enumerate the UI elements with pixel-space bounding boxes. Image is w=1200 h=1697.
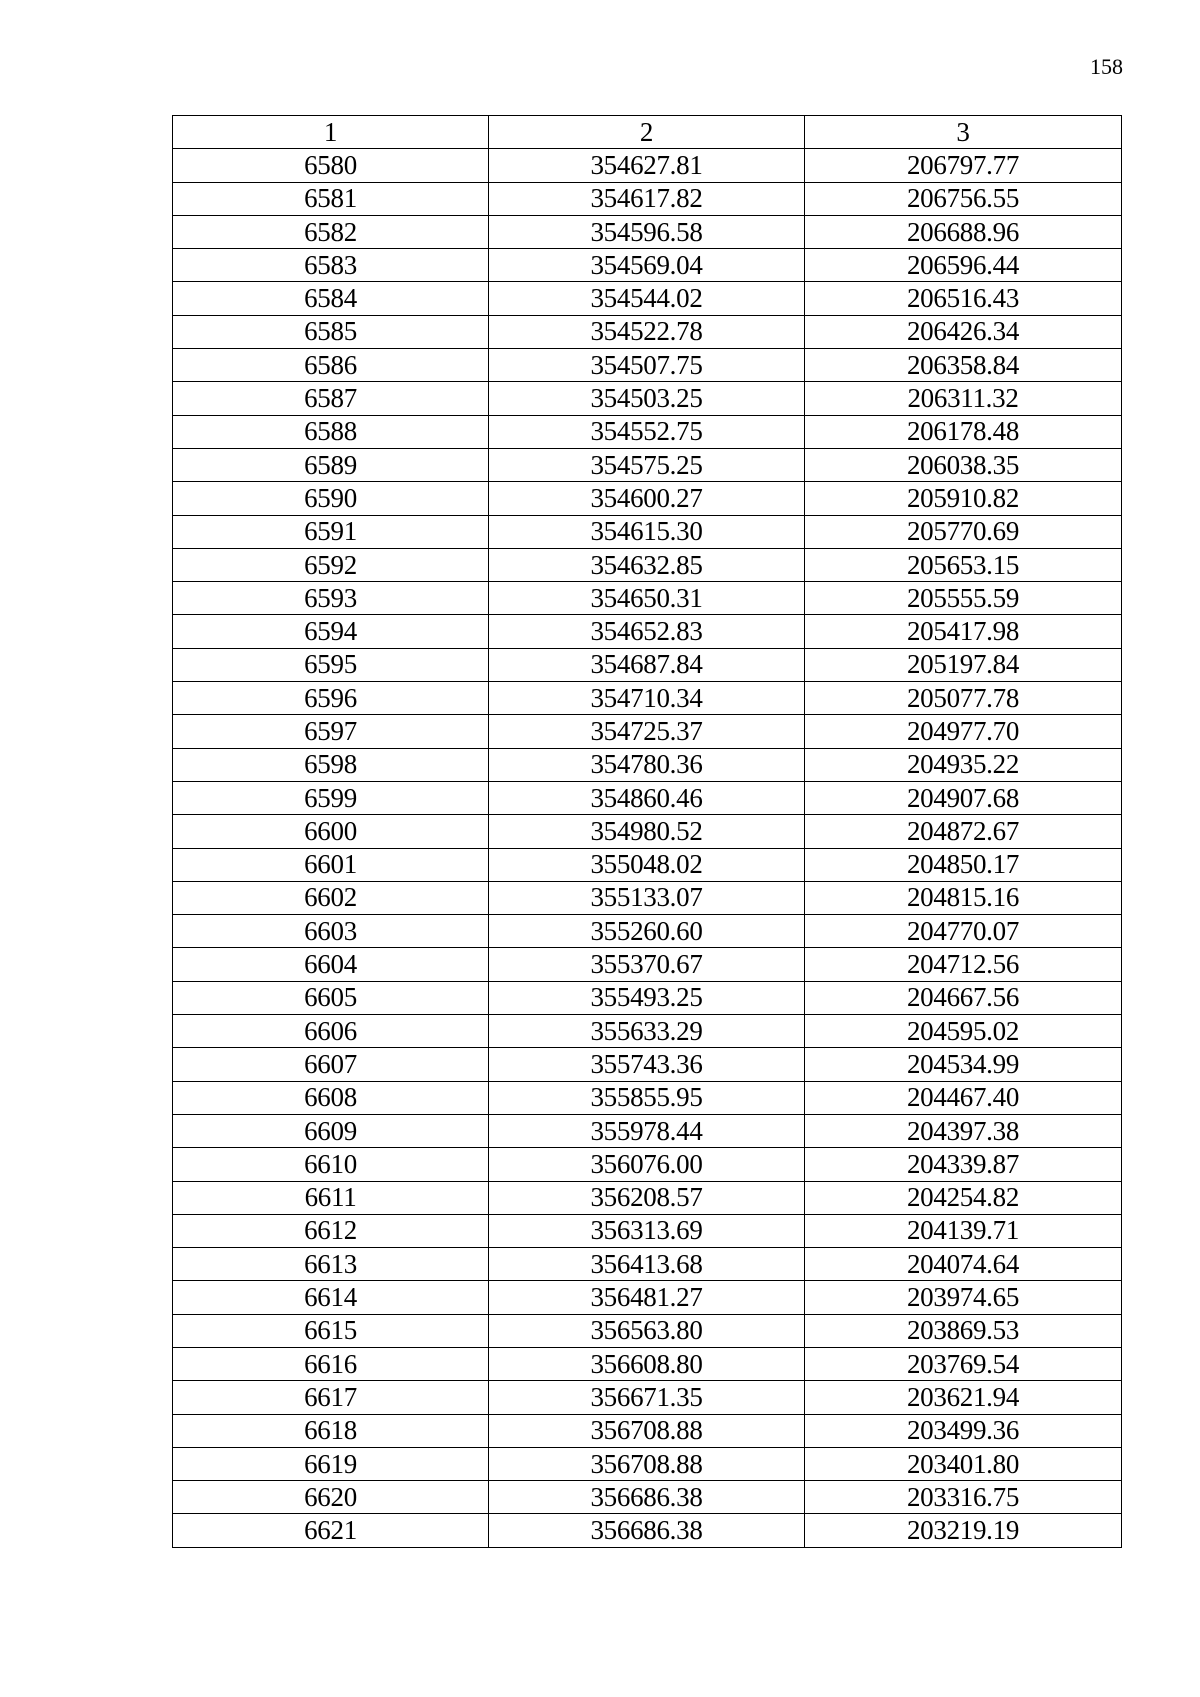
x-coordinate-cell: 354615.30: [489, 515, 805, 548]
x-coordinate-cell: 356708.88: [489, 1447, 805, 1480]
point-number-cell: 6619: [173, 1447, 489, 1480]
point-number-cell: 6589: [173, 448, 489, 481]
y-coordinate-cell: 206797.77: [805, 149, 1122, 182]
y-coordinate-cell: 204467.40: [805, 1081, 1122, 1114]
x-coordinate-cell: 354652.83: [489, 615, 805, 648]
y-coordinate-cell: 204977.70: [805, 715, 1122, 748]
x-coordinate-cell: 356686.38: [489, 1481, 805, 1514]
x-coordinate-cell: 356313.69: [489, 1214, 805, 1247]
x-coordinate-cell: 356563.80: [489, 1314, 805, 1347]
y-coordinate-cell: 204667.56: [805, 981, 1122, 1014]
y-coordinate-cell: 204339.87: [805, 1148, 1122, 1181]
table-row: [173, 848, 1122, 881]
y-coordinate-cell: 205910.82: [805, 482, 1122, 515]
table-row: [173, 1248, 1122, 1281]
x-coordinate-cell: 356076.00: [489, 1148, 805, 1181]
x-coordinate-cell: 354780.36: [489, 748, 805, 781]
point-number-cell: 6583: [173, 249, 489, 282]
y-coordinate-cell: 203869.53: [805, 1314, 1122, 1347]
y-coordinate-cell: 206756.55: [805, 182, 1122, 215]
point-number-cell: 6600: [173, 815, 489, 848]
y-coordinate-cell: 204850.17: [805, 848, 1122, 881]
table-row: [173, 482, 1122, 515]
point-number-cell: 6601: [173, 848, 489, 881]
table-row: [173, 748, 1122, 781]
point-number-cell: 6602: [173, 881, 489, 914]
column-header-3: 3: [805, 116, 1122, 149]
x-coordinate-cell: 354575.25: [489, 448, 805, 481]
x-coordinate-cell: 354632.85: [489, 548, 805, 581]
table-row: [173, 648, 1122, 681]
x-coordinate-cell: 354650.31: [489, 582, 805, 615]
table-row: [173, 315, 1122, 348]
table-row: [173, 215, 1122, 248]
y-coordinate-cell: 203316.75: [805, 1481, 1122, 1514]
table-row: [173, 1447, 1122, 1480]
point-number-cell: 6618: [173, 1414, 489, 1447]
y-coordinate-cell: 206426.34: [805, 315, 1122, 348]
x-coordinate-cell: 354687.84: [489, 648, 805, 681]
y-coordinate-cell: 206516.43: [805, 282, 1122, 315]
y-coordinate-cell: 206688.96: [805, 215, 1122, 248]
table-row: [173, 1214, 1122, 1247]
y-coordinate-cell: 204074.64: [805, 1248, 1122, 1281]
table-row: [173, 1148, 1122, 1181]
x-coordinate-cell: 355133.07: [489, 881, 805, 914]
x-coordinate-cell: 354980.52: [489, 815, 805, 848]
x-coordinate-cell: 356413.68: [489, 1248, 805, 1281]
table-row: [173, 1414, 1122, 1447]
table-row: [173, 1381, 1122, 1414]
y-coordinate-cell: 204872.67: [805, 815, 1122, 848]
point-number-cell: 6605: [173, 981, 489, 1014]
table-row: [173, 715, 1122, 748]
y-coordinate-cell: 204139.71: [805, 1214, 1122, 1247]
table-row: [173, 1114, 1122, 1147]
point-number-cell: 6596: [173, 682, 489, 715]
column-header-2: 2: [489, 116, 805, 149]
table-row: [173, 1015, 1122, 1048]
point-number-cell: 6581: [173, 182, 489, 215]
x-coordinate-cell: 356708.88: [489, 1414, 805, 1447]
x-coordinate-cell: 354507.75: [489, 349, 805, 382]
x-coordinate-cell: 354600.27: [489, 482, 805, 515]
y-coordinate-cell: 205077.78: [805, 682, 1122, 715]
point-number-cell: 6612: [173, 1214, 489, 1247]
y-coordinate-cell: 206178.48: [805, 415, 1122, 448]
point-number-cell: 6621: [173, 1514, 489, 1547]
point-number-cell: 6615: [173, 1314, 489, 1347]
point-number-cell: 6610: [173, 1148, 489, 1181]
table-row: [173, 981, 1122, 1014]
table-row: [173, 249, 1122, 282]
point-number-cell: 6599: [173, 781, 489, 814]
y-coordinate-cell: 205653.15: [805, 548, 1122, 581]
y-coordinate-cell: 204935.22: [805, 748, 1122, 781]
point-number-cell: 6607: [173, 1048, 489, 1081]
table-row: [173, 448, 1122, 481]
table-row: [173, 781, 1122, 814]
point-number-cell: 6591: [173, 515, 489, 548]
x-coordinate-cell: 356608.80: [489, 1347, 805, 1380]
table-body: [173, 149, 1122, 1547]
column-header-1: 1: [173, 116, 489, 149]
y-coordinate-cell: 204815.16: [805, 881, 1122, 914]
point-number-cell: 6603: [173, 915, 489, 948]
point-number-cell: 6611: [173, 1181, 489, 1214]
point-number-cell: 6604: [173, 948, 489, 981]
y-coordinate-cell: 204595.02: [805, 1015, 1122, 1048]
x-coordinate-cell: 354596.58: [489, 215, 805, 248]
point-number-cell: 6597: [173, 715, 489, 748]
point-number-cell: 6608: [173, 1081, 489, 1114]
table-header-row: [173, 116, 1122, 149]
point-number-cell: 6587: [173, 382, 489, 415]
x-coordinate-cell: 355370.67: [489, 948, 805, 981]
y-coordinate-cell: 203621.94: [805, 1381, 1122, 1414]
y-coordinate-cell: 204712.56: [805, 948, 1122, 981]
x-coordinate-cell: 355978.44: [489, 1114, 805, 1147]
x-coordinate-cell: 356686.38: [489, 1514, 805, 1547]
table-row: [173, 582, 1122, 615]
x-coordinate-cell: 354860.46: [489, 781, 805, 814]
y-coordinate-cell: 203401.80: [805, 1447, 1122, 1480]
table-row: [173, 881, 1122, 914]
table-row: [173, 515, 1122, 548]
x-coordinate-cell: 355743.36: [489, 1048, 805, 1081]
x-coordinate-cell: 354503.25: [489, 382, 805, 415]
point-number-cell: 6606: [173, 1015, 489, 1048]
point-number-cell: 6620: [173, 1481, 489, 1514]
y-coordinate-cell: 205197.84: [805, 648, 1122, 681]
x-coordinate-cell: 354627.81: [489, 149, 805, 182]
y-coordinate-cell: 206596.44: [805, 249, 1122, 282]
y-coordinate-cell: 206358.84: [805, 349, 1122, 382]
table-row: [173, 1514, 1122, 1547]
x-coordinate-cell: 354725.37: [489, 715, 805, 748]
table-row: [173, 1481, 1122, 1514]
table-row: [173, 1347, 1122, 1380]
x-coordinate-cell: 356208.57: [489, 1181, 805, 1214]
x-coordinate-cell: 356671.35: [489, 1381, 805, 1414]
point-number-cell: 6614: [173, 1281, 489, 1314]
table-row: [173, 1281, 1122, 1314]
point-number-cell: 6598: [173, 748, 489, 781]
table-row: [173, 682, 1122, 715]
table-row: [173, 349, 1122, 382]
coordinate-table: [172, 115, 1122, 1548]
table-row: [173, 915, 1122, 948]
x-coordinate-cell: 354544.02: [489, 282, 805, 315]
y-coordinate-cell: 204397.38: [805, 1114, 1122, 1147]
y-coordinate-cell: 206311.32: [805, 382, 1122, 415]
x-coordinate-cell: 355493.25: [489, 981, 805, 1014]
y-coordinate-cell: 204534.99: [805, 1048, 1122, 1081]
y-coordinate-cell: 205555.59: [805, 582, 1122, 615]
table-row: [173, 182, 1122, 215]
x-coordinate-cell: 354710.34: [489, 682, 805, 715]
table-row: [173, 948, 1122, 981]
x-coordinate-cell: 354522.78: [489, 315, 805, 348]
table-row: [173, 282, 1122, 315]
table-row: [173, 1048, 1122, 1081]
point-number-cell: 6586: [173, 349, 489, 382]
y-coordinate-cell: 204907.68: [805, 781, 1122, 814]
table-row: [173, 1314, 1122, 1347]
page-number: 158: [1090, 54, 1123, 79]
point-number-cell: 6588: [173, 415, 489, 448]
point-number-cell: 6584: [173, 282, 489, 315]
point-number-cell: 6616: [173, 1347, 489, 1380]
point-number-cell: 6582: [173, 215, 489, 248]
point-number-cell: 6593: [173, 582, 489, 615]
x-coordinate-cell: 355260.60: [489, 915, 805, 948]
x-coordinate-cell: 354617.82: [489, 182, 805, 215]
table-row: [173, 415, 1122, 448]
point-number-cell: 6590: [173, 482, 489, 515]
point-number-cell: 6592: [173, 548, 489, 581]
y-coordinate-cell: 205770.69: [805, 515, 1122, 548]
table-row: [173, 548, 1122, 581]
y-coordinate-cell: 203499.36: [805, 1414, 1122, 1447]
table-row: [173, 815, 1122, 848]
point-number-cell: 6585: [173, 315, 489, 348]
point-number-cell: 6594: [173, 615, 489, 648]
table-row: [173, 615, 1122, 648]
x-coordinate-cell: 354569.04: [489, 249, 805, 282]
x-coordinate-cell: 356481.27: [489, 1281, 805, 1314]
point-number-cell: 6613: [173, 1248, 489, 1281]
x-coordinate-cell: 355633.29: [489, 1015, 805, 1048]
table-row: [173, 149, 1122, 182]
x-coordinate-cell: 354552.75: [489, 415, 805, 448]
point-number-cell: 6609: [173, 1114, 489, 1147]
y-coordinate-cell: 204254.82: [805, 1181, 1122, 1214]
table-row: [173, 1081, 1122, 1114]
y-coordinate-cell: 203974.65: [805, 1281, 1122, 1314]
y-coordinate-cell: 206038.35: [805, 448, 1122, 481]
point-number-cell: 6580: [173, 149, 489, 182]
point-number-cell: 6617: [173, 1381, 489, 1414]
x-coordinate-cell: 355855.95: [489, 1081, 805, 1114]
y-coordinate-cell: 203219.19: [805, 1514, 1122, 1547]
point-number-cell: 6595: [173, 648, 489, 681]
x-coordinate-cell: 355048.02: [489, 848, 805, 881]
y-coordinate-cell: 205417.98: [805, 615, 1122, 648]
table-row: [173, 1181, 1122, 1214]
y-coordinate-cell: 203769.54: [805, 1347, 1122, 1380]
table-row: [173, 382, 1122, 415]
y-coordinate-cell: 204770.07: [805, 915, 1122, 948]
